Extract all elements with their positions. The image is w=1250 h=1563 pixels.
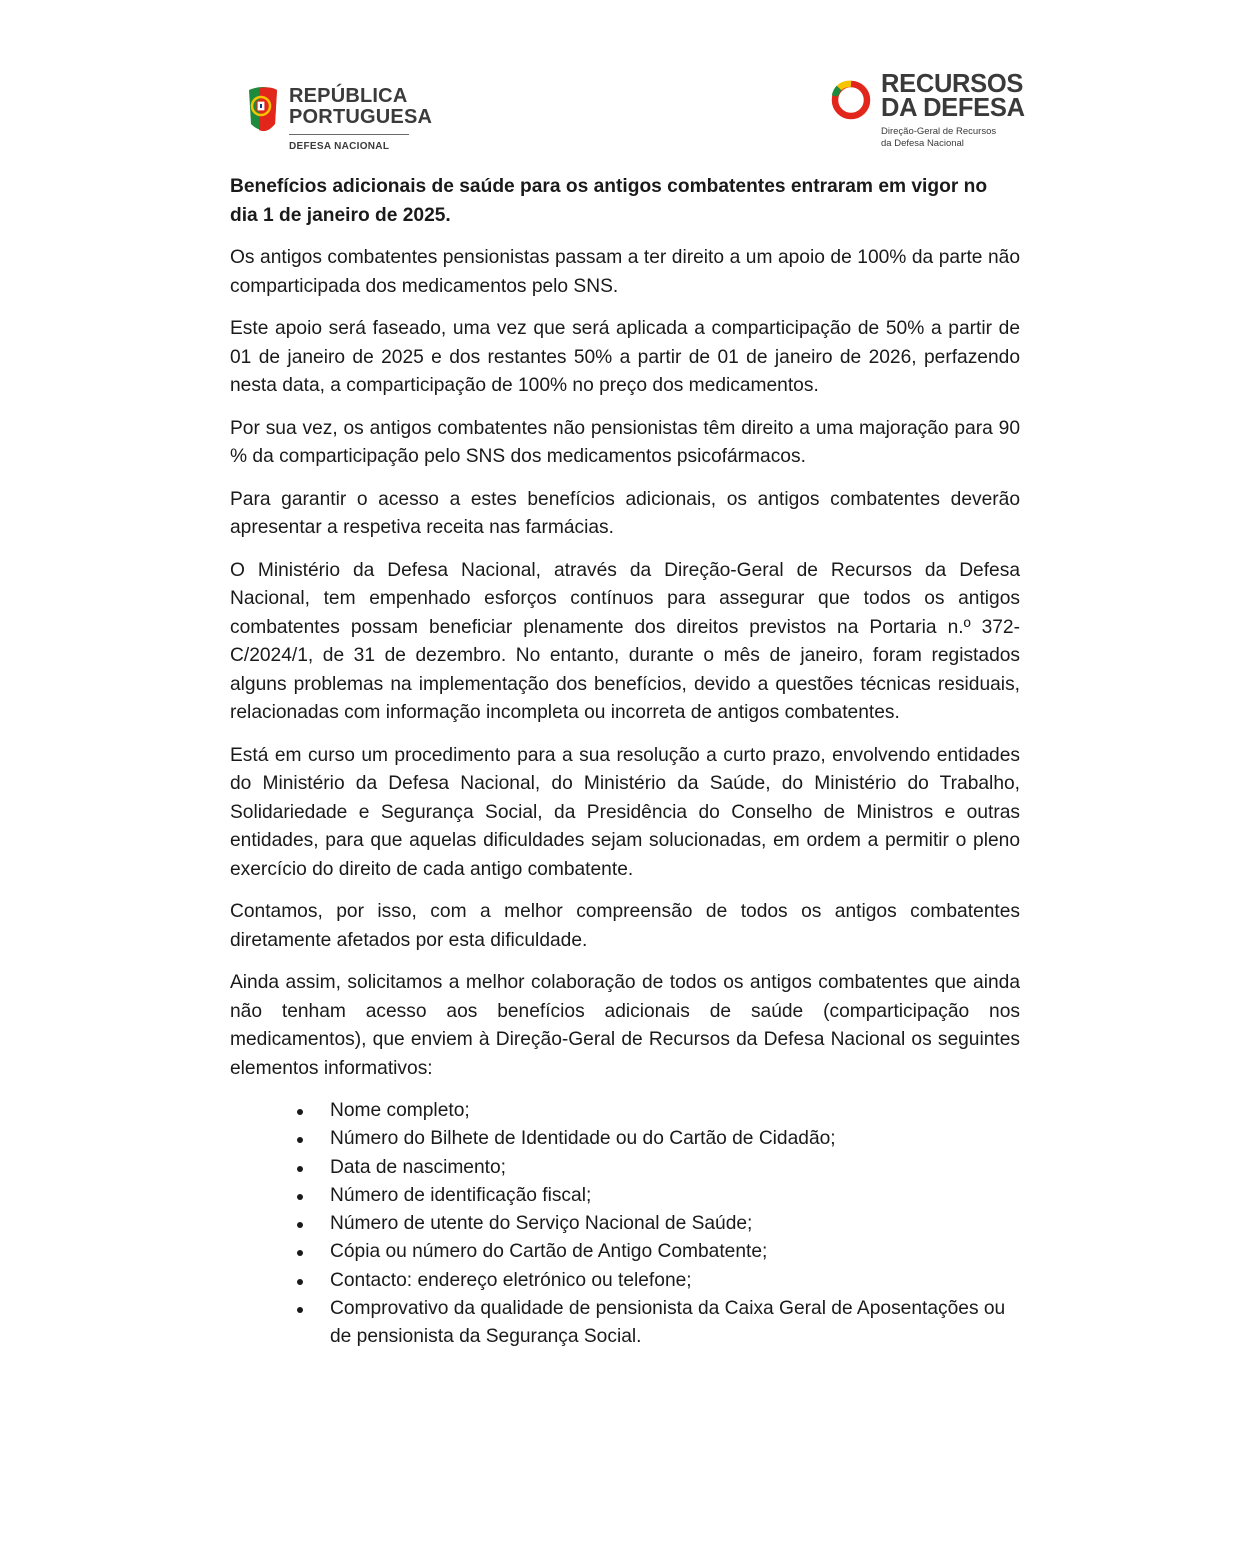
logo-subtitle-line2: da Defesa Nacional bbox=[881, 138, 964, 149]
list-item bbox=[230, 1238, 1020, 1266]
logo-subtitle bbox=[881, 126, 996, 150]
list-item-text: Número de utente do Serviço Nacional de Saúde; bbox=[330, 1213, 753, 1235]
logo-name bbox=[289, 86, 432, 128]
red-yellow-ring-icon bbox=[829, 76, 873, 120]
bullet-icon bbox=[297, 1307, 303, 1313]
list-item-text: Número do Bilhete de Identidade ou do Cartão de Cidadão; bbox=[330, 1128, 836, 1150]
document-title: Benefícios adicionais de saúde para os antigos combatentes entraram em vigor no dia 1 de janeiro de 2025. bbox=[230, 176, 988, 226]
list-item-text: Número de identificação fiscal; bbox=[330, 1184, 592, 1206]
list-item-text: Data de nascimento; bbox=[330, 1156, 506, 1178]
list-item bbox=[230, 1295, 1020, 1352]
document-body bbox=[230, 173, 1020, 1352]
logo-subtitle-line1: Direção-Geral de Recursos bbox=[881, 126, 997, 137]
paragraph: Para garantir o acesso a estes benefícios adicionais, os antigos combatentes deverão apresentar a respetiva receita nas farmácias. bbox=[230, 488, 1020, 538]
bullet-icon bbox=[297, 1250, 303, 1256]
paragraph: Por sua vez, os antigos combatentes não pensionistas têm direito a uma majoração para 90 % da comparticipação pelo SNS dos medicamentos psicofármacos. bbox=[230, 417, 1020, 467]
paragraph: O Ministério da Defesa Nacional, através da Direção-Geral de Recursos da Defesa Nacional, tem empenhado esforços contínuos para assegurar que todos os antigos combatentes possam beneficiar plenamente dos direitos previstos na Portaria n.º 372-C/2024/1, de 31 de dezembro. No entanto, durante o mês de janeiro, foram registados alguns problemas na implementação dos benefícios, devido a questões técnicas residuais, relacionadas com informação incompleta ou incorreta de antigos combatentes. bbox=[230, 559, 1020, 723]
logo-brand bbox=[881, 72, 1025, 120]
list-item-text: Contacto: endereço eletrónico ou telefone; bbox=[330, 1269, 692, 1291]
paragraph: Está em curso um procedimento para a sua resolução a curto prazo, envolvendo entidades do Ministério da Defesa Nacional, do Ministério da Saúde, do Ministério do Trabalho, Solidariedade e Segurança Social, da Presidência do Conselho de Ministros e outras entidades, para que aquelas dificuldades sejam solucionadas, em ordem a permitir o pleno exercício do direito de cada antigo combatente. bbox=[230, 744, 1020, 880]
list-item bbox=[230, 1210, 1020, 1238]
recursos-da-defesa-logo bbox=[829, 72, 1029, 152]
bullet-icon bbox=[297, 1109, 303, 1115]
paragraph: Os antigos combatentes pensionistas passam a ter direito a um apoio de 100% da parte não comparticipada dos medicamentos pelo SNS. bbox=[230, 247, 1020, 297]
list-item-text: Cópia ou número do Cartão de Antigo Combatente; bbox=[330, 1241, 768, 1263]
list-item bbox=[230, 1125, 1020, 1153]
list-item bbox=[230, 1182, 1020, 1210]
logo-name-line1: REPÚBLICA bbox=[289, 85, 408, 107]
bullet-icon bbox=[297, 1166, 303, 1172]
bullet-icon bbox=[297, 1279, 303, 1285]
paragraph: Contamos, por isso, com a melhor compreensão de todos os antigos combatentes diretamente afetados por esta dificuldade. bbox=[230, 901, 1020, 951]
list-item bbox=[230, 1154, 1020, 1182]
list-item bbox=[230, 1097, 1020, 1125]
list-item bbox=[230, 1267, 1020, 1295]
paragraph: Ainda assim, solicitamos a melhor colaboração de todos os antigos combatentes que ainda não tenham acesso aos benefícios adicionais de saúde (comparticipação nos medicamentos), que enviem à Direção-Geral de Recursos da Defesa Nacional os seguintes elementos informativos: bbox=[230, 972, 1020, 1079]
list-item-text: Comprovativo da qualidade de pensionista da Caixa Geral de Aposentações ou de pensionista da Segurança Social. bbox=[330, 1298, 1006, 1348]
republica-portuguesa-logo bbox=[245, 82, 445, 157]
logo-name-line2: PORTUGUESA bbox=[289, 106, 433, 128]
list-item-text: Nome completo; bbox=[330, 1100, 470, 1121]
logo-subtitle: DEFESA NACIONAL bbox=[289, 141, 390, 152]
bullet-icon bbox=[297, 1222, 303, 1228]
bullet-icon bbox=[297, 1194, 303, 1200]
required-documents-list bbox=[230, 1097, 1020, 1352]
logo-brand-line1: RECURSOS bbox=[881, 70, 1024, 98]
paragraph: Este apoio será faseado, uma vez que será aplicada a comparticipação de 50% a partir de 01 de janeiro de 2025 e dos restantes 50% a partir de 01 de janeiro de 2026, perfazendo nesta data, a comparticipação de 100% no preço dos medicamentos. bbox=[230, 318, 1020, 396]
portuguese-coat-of-arms-icon bbox=[245, 84, 281, 140]
logo-divider bbox=[289, 134, 409, 135]
logo-brand-line2: DA DEFESA bbox=[881, 94, 1025, 122]
bullet-icon bbox=[297, 1137, 303, 1143]
